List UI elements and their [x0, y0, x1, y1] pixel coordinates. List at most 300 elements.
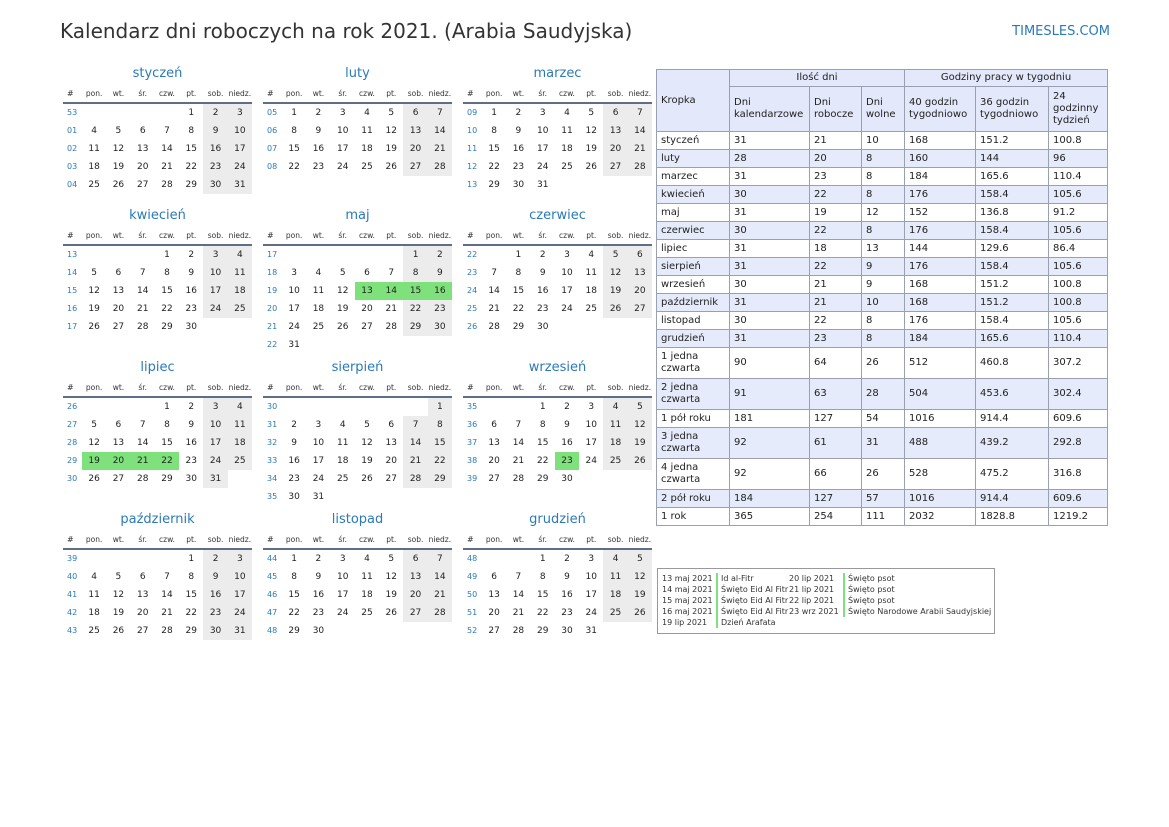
week-number-header: #	[263, 532, 282, 550]
value-cell: 105.6	[1049, 312, 1108, 330]
empty-cell	[131, 398, 155, 416]
day-cell: 13	[628, 264, 652, 282]
period-cell: lipiec	[657, 240, 730, 258]
empty-cell	[579, 176, 603, 194]
month-days-grid	[463, 228, 652, 336]
day-cell: 15	[428, 434, 452, 452]
holiday-date: 16 maj 2021	[662, 607, 713, 616]
day-cell: 18	[561, 144, 573, 154]
value-cell: 184	[905, 330, 976, 348]
day-cell: 18	[312, 304, 325, 314]
day-cell: 26	[336, 322, 349, 332]
holiday-name: Święto Eid Al Fitr	[716, 595, 788, 606]
day-cell: 31	[288, 340, 300, 350]
day-cell: 10	[585, 572, 597, 582]
week-number: 16	[67, 304, 78, 313]
day-cell: 13	[112, 286, 125, 296]
day-cell: 16	[203, 586, 227, 604]
empty-cell	[403, 336, 427, 354]
day-cell: 6	[603, 104, 627, 122]
empty-cell	[306, 398, 330, 416]
weekday-header: pon.	[282, 532, 306, 550]
day-cell: 6	[403, 104, 427, 122]
empty-cell	[379, 622, 403, 640]
day-cell: 24	[585, 608, 597, 618]
value-cell: 365	[730, 508, 810, 526]
value-cell: 460.8	[976, 348, 1049, 379]
day-cell: 21	[512, 608, 525, 618]
col-working-days-header: Dni robocze	[810, 87, 862, 132]
day-cell: 12	[88, 286, 100, 296]
holiday-date: 20 lip 2021	[789, 574, 835, 583]
work-hours-table	[656, 69, 1108, 526]
holiday-date: 19 lip 2021	[662, 618, 708, 627]
empty-cell	[403, 488, 427, 506]
value-cell: 316.8	[1049, 459, 1108, 490]
day-cell: 20	[136, 608, 149, 618]
value-cell: 91	[730, 379, 810, 410]
weekday-header: sob.	[603, 380, 627, 398]
month-4	[63, 206, 252, 358]
weekday-header: pon.	[82, 380, 106, 398]
day-cell: 25	[228, 300, 252, 318]
period-cell: czerwiec	[657, 222, 730, 240]
month-days-grid	[463, 380, 652, 488]
weekday-header: czw.	[555, 228, 579, 246]
value-cell: 158.4	[976, 222, 1049, 240]
day-cell: 4	[339, 420, 346, 430]
day-cell: 21	[428, 140, 452, 158]
day-cell: 1	[188, 554, 195, 564]
day-cell: 27	[403, 604, 427, 622]
day-cell: 31	[312, 492, 325, 502]
empty-cell	[331, 398, 355, 416]
day-cell: 5	[91, 420, 97, 430]
week-number: 12	[467, 162, 478, 171]
day-cell: 19	[112, 162, 125, 172]
day-cell: 19	[603, 282, 627, 300]
day-cell: 20	[136, 162, 149, 172]
table-row	[657, 222, 1108, 240]
period-cell: maj	[657, 204, 730, 222]
period-cell: 2 pół roku	[657, 490, 730, 508]
day-cell: 9	[315, 572, 322, 582]
value-cell: 61	[810, 428, 862, 459]
week-number: 25	[467, 304, 478, 313]
table-row	[657, 490, 1108, 508]
holiday-name: Święto psot	[843, 595, 991, 606]
day-cell: 17	[228, 140, 252, 158]
day-cell: 16	[203, 140, 227, 158]
value-cell: 181	[730, 410, 810, 428]
empty-cell	[282, 246, 306, 264]
day-cell: 8	[428, 416, 452, 434]
day-cell: 28	[512, 626, 525, 636]
empty-cell	[428, 488, 452, 506]
empty-cell	[155, 550, 179, 568]
week-number: 27	[67, 420, 78, 429]
week-number: 37	[467, 438, 478, 447]
day-cell: 16	[561, 590, 573, 600]
day-cell: 20	[403, 586, 427, 604]
value-cell: 110.4	[1049, 330, 1108, 348]
value-cell: 184	[905, 168, 976, 186]
day-cell: 29	[428, 470, 452, 488]
weekday-header: pt.	[579, 86, 603, 104]
day-cell: 8	[164, 420, 170, 430]
day-cell: 11	[603, 568, 627, 586]
day-cell: 20	[361, 304, 373, 314]
week-number-header: #	[63, 532, 82, 550]
value-cell: 22	[810, 222, 862, 240]
day-cell: 7	[515, 420, 522, 430]
value-cell: 92	[730, 428, 810, 459]
day-cell: 5	[628, 398, 652, 416]
empty-cell	[628, 622, 652, 640]
value-cell: 2032	[905, 508, 976, 526]
value-cell: 111	[862, 508, 905, 526]
period-cell: luty	[657, 150, 730, 168]
day-cell: 21	[628, 140, 652, 158]
day-cell: 21	[403, 452, 427, 470]
table-row	[657, 330, 1108, 348]
day-cell: 19	[628, 586, 652, 604]
week-number: 39	[467, 474, 478, 483]
week-number: 13	[67, 250, 78, 259]
value-cell: 127	[810, 490, 862, 508]
col-calendar-days-header: Dni kalendarzowe	[730, 87, 810, 132]
holiday-date: 22 lip 2021	[789, 596, 835, 605]
value-cell: 475.2	[976, 459, 1049, 490]
month-8	[263, 358, 452, 510]
table-row	[657, 240, 1108, 258]
day-cell: 25	[88, 180, 100, 190]
day-cell: 30	[203, 622, 227, 640]
weekday-header: pt.	[579, 380, 603, 398]
month-row	[63, 510, 654, 640]
table-row	[657, 459, 1108, 490]
day-cell: 22	[488, 162, 500, 172]
value-cell: 512	[905, 348, 976, 379]
empty-cell	[555, 176, 579, 194]
empty-cell	[506, 398, 530, 416]
week-number: 15	[67, 286, 78, 295]
day-cell: 11	[603, 416, 627, 434]
period-cell: 4 jedna czwarta	[657, 459, 730, 490]
day-cell: 25	[585, 304, 597, 314]
value-cell: 151.2	[976, 294, 1049, 312]
day-cell: 17	[288, 304, 300, 314]
day-cell: 31	[536, 180, 549, 190]
day-cell: 16	[561, 438, 573, 448]
day-cell: 15	[536, 438, 549, 448]
day-cell: 27	[488, 626, 500, 636]
weekday-header: pt.	[379, 86, 403, 104]
empty-cell	[355, 246, 379, 264]
value-cell: 105.6	[1049, 222, 1108, 240]
value-cell: 168	[905, 132, 976, 150]
month-name: styczeń	[132, 66, 183, 81]
day-cell: 9	[203, 122, 227, 140]
week-number: 33	[267, 456, 278, 465]
table-row	[657, 428, 1108, 459]
col-40h-header: 40 godzin tygodniowo	[905, 87, 976, 132]
week-number: 23	[467, 268, 478, 277]
value-cell: 28	[730, 150, 810, 168]
day-cell: 26	[385, 162, 397, 172]
month-days-grid	[63, 380, 252, 488]
value-cell: 151.2	[976, 132, 1049, 150]
value-cell: 168	[905, 276, 976, 294]
day-cell: 16	[185, 286, 197, 296]
day-cell: 10	[536, 126, 549, 136]
weekday-header: niedz.	[428, 228, 452, 246]
value-cell: 127	[810, 410, 862, 428]
value-cell: 19	[810, 204, 862, 222]
day-cell: 1	[491, 108, 497, 118]
value-cell: 13	[862, 240, 905, 258]
value-cell: 64	[810, 348, 862, 379]
week-number: 05	[267, 108, 278, 117]
day-cell: 31	[228, 176, 252, 194]
day-cell: 16	[312, 590, 325, 600]
day-cell: 4	[603, 550, 627, 568]
day-cell: 6	[115, 420, 122, 430]
day-cell: 25	[88, 626, 100, 636]
value-cell: 8	[862, 150, 905, 168]
value-cell: 31	[730, 294, 810, 312]
day-cell: 30	[288, 492, 300, 502]
day-cell: 21	[488, 304, 500, 314]
day-cell: 22	[536, 608, 549, 618]
day-cell: 7	[403, 416, 427, 434]
value-cell: 31	[730, 204, 810, 222]
weekday-header: niedz.	[228, 228, 252, 246]
day-cell: 11	[312, 286, 325, 296]
day-cell: 2	[515, 108, 522, 118]
week-number: 28	[67, 438, 78, 447]
month-days-grid	[463, 86, 652, 194]
value-cell: 176	[905, 312, 976, 330]
day-cell: 4	[364, 554, 370, 564]
day-cell: 15	[488, 144, 500, 154]
value-cell: 609.6	[1049, 490, 1108, 508]
day-cell: 28	[161, 626, 173, 636]
empty-cell	[131, 246, 155, 264]
day-cell: 11	[361, 572, 373, 582]
day-cell: 13	[112, 438, 125, 448]
day-cell: 17	[536, 144, 549, 154]
day-cell: 22	[288, 162, 300, 172]
day-cell: 2	[188, 250, 195, 260]
month-row	[63, 358, 654, 510]
value-cell: 63	[810, 379, 862, 410]
empty-cell	[106, 550, 130, 568]
value-cell: 21	[810, 276, 862, 294]
day-cell: 24	[536, 162, 549, 172]
day-cell: 25	[336, 474, 349, 484]
table-row	[657, 168, 1108, 186]
col-36h-header: 36 godzin tygodniowo	[976, 87, 1049, 132]
weekday-header: wt.	[306, 86, 330, 104]
holiday-name: Id al-Fitr	[716, 573, 788, 584]
value-cell: 31	[730, 330, 810, 348]
month-days-grid	[63, 86, 252, 194]
day-cell: 11	[361, 126, 373, 136]
period-cell: styczeń	[657, 132, 730, 150]
day-cell: 1	[403, 246, 427, 264]
period-cell: 2 jedna czwarta	[657, 379, 730, 410]
month-7	[63, 358, 252, 510]
value-cell: 23	[810, 168, 862, 186]
value-cell: 21	[810, 132, 862, 150]
weekday-header: czw.	[355, 86, 379, 104]
value-cell: 21	[810, 294, 862, 312]
day-cell: 1	[539, 554, 546, 564]
day-cell: 14	[512, 438, 525, 448]
day-cell: 14	[428, 568, 452, 586]
day-cell: 24	[203, 452, 227, 470]
value-cell: 31	[862, 428, 905, 459]
day-cell: 14	[136, 438, 149, 448]
day-cell: 5	[603, 246, 627, 264]
day-cell: 23	[512, 162, 525, 172]
weekday-header: pon.	[282, 86, 306, 104]
holiday-day: 13	[355, 282, 379, 300]
day-cell: 15	[161, 286, 173, 296]
weekday-header: pon.	[82, 86, 106, 104]
day-cell: 11	[88, 590, 100, 600]
col-days-off-header: Dni wolne	[862, 87, 905, 132]
day-cell: 9	[564, 420, 570, 430]
site-link[interactable]: TIMESLES.COM	[1012, 24, 1110, 39]
weekday-header: wt.	[306, 532, 330, 550]
day-cell: 30	[561, 474, 573, 484]
month-name: wrzesień	[528, 360, 587, 375]
day-cell: 4	[91, 572, 97, 582]
day-cell: 12	[628, 568, 652, 586]
table-row	[657, 276, 1108, 294]
day-cell: 22	[403, 300, 427, 318]
value-cell: 91.2	[1049, 204, 1108, 222]
holiday-day: 20	[106, 452, 130, 470]
holiday-day: 21	[131, 452, 155, 470]
empty-cell	[482, 246, 506, 264]
day-cell: 2	[291, 420, 297, 430]
value-cell: 152	[905, 204, 976, 222]
week-number: 32	[267, 438, 278, 447]
week-number: 20	[267, 304, 278, 313]
week-number: 44	[267, 554, 278, 563]
holiday-day: 14	[379, 282, 403, 300]
day-cell: 24	[228, 158, 252, 176]
empty-cell	[379, 488, 403, 506]
day-cell: 10	[228, 568, 252, 586]
value-cell: 609.6	[1049, 410, 1108, 428]
day-cell: 13	[136, 590, 149, 600]
day-cell: 22	[185, 162, 197, 172]
day-cell: 8	[188, 126, 195, 136]
week-number: 22	[267, 340, 278, 349]
day-cell: 22	[161, 304, 173, 314]
day-cell: 10	[561, 268, 573, 278]
day-cell: 30	[561, 626, 573, 636]
value-cell: 20	[810, 150, 862, 168]
value-cell: 26	[862, 459, 905, 490]
day-cell: 24	[312, 474, 325, 484]
day-cell: 15	[536, 590, 549, 600]
value-cell: 184	[730, 490, 810, 508]
day-cell: 9	[539, 268, 546, 278]
value-cell: 100.8	[1049, 294, 1108, 312]
day-cell: 4	[228, 246, 252, 264]
day-cell: 19	[385, 144, 397, 154]
day-cell: 28	[628, 158, 652, 176]
day-cell: 20	[488, 608, 500, 618]
weekday-header: wt.	[506, 228, 530, 246]
day-cell: 8	[291, 572, 297, 582]
day-cell: 8	[403, 264, 427, 282]
period-cell: 3 jedna czwarta	[657, 428, 730, 459]
table-row	[657, 312, 1108, 330]
week-number-header: #	[263, 380, 282, 398]
day-cell: 27	[403, 158, 427, 176]
month-12	[463, 510, 652, 640]
day-cell: 16	[512, 144, 525, 154]
value-cell: 30	[730, 222, 810, 240]
week-number: 30	[267, 402, 278, 411]
day-cell: 22	[536, 456, 549, 466]
empty-cell	[355, 622, 379, 640]
day-cell: 1	[164, 250, 170, 260]
weekday-header: śr.	[331, 380, 355, 398]
day-cell: 23	[561, 608, 573, 618]
day-cell: 8	[188, 572, 195, 582]
day-cell: 30	[185, 322, 197, 332]
day-cell: 28	[428, 604, 452, 622]
day-cell: 19	[112, 608, 125, 618]
weekday-header: pon.	[482, 228, 506, 246]
day-cell: 28	[403, 470, 427, 488]
period-cell: 1 pół roku	[657, 410, 730, 428]
empty-cell	[428, 336, 452, 354]
day-cell: 5	[388, 554, 395, 564]
day-cell: 9	[291, 438, 297, 448]
day-cell: 18	[361, 144, 373, 154]
empty-cell	[106, 104, 130, 122]
week-number-header: #	[463, 380, 482, 398]
day-cell: 17	[336, 144, 349, 154]
weekday-header: wt.	[106, 86, 130, 104]
value-cell: 165.6	[976, 330, 1049, 348]
day-cell: 23	[203, 158, 227, 176]
day-cell: 9	[203, 568, 227, 586]
day-cell: 5	[388, 108, 395, 118]
day-cell: 13	[488, 590, 500, 600]
empty-cell	[579, 470, 603, 488]
day-cell: 7	[388, 268, 395, 278]
period-cell: kwiecień	[657, 186, 730, 204]
value-cell: 292.8	[1049, 428, 1108, 459]
day-cell: 15	[288, 144, 300, 154]
value-cell: 158.4	[976, 312, 1049, 330]
weekday-header: sob.	[203, 228, 227, 246]
value-cell: 158.4	[976, 258, 1049, 276]
value-cell: 110.4	[1049, 168, 1108, 186]
day-cell: 24	[228, 604, 252, 622]
day-cell: 27	[112, 474, 125, 484]
weekday-header: pon.	[82, 532, 106, 550]
